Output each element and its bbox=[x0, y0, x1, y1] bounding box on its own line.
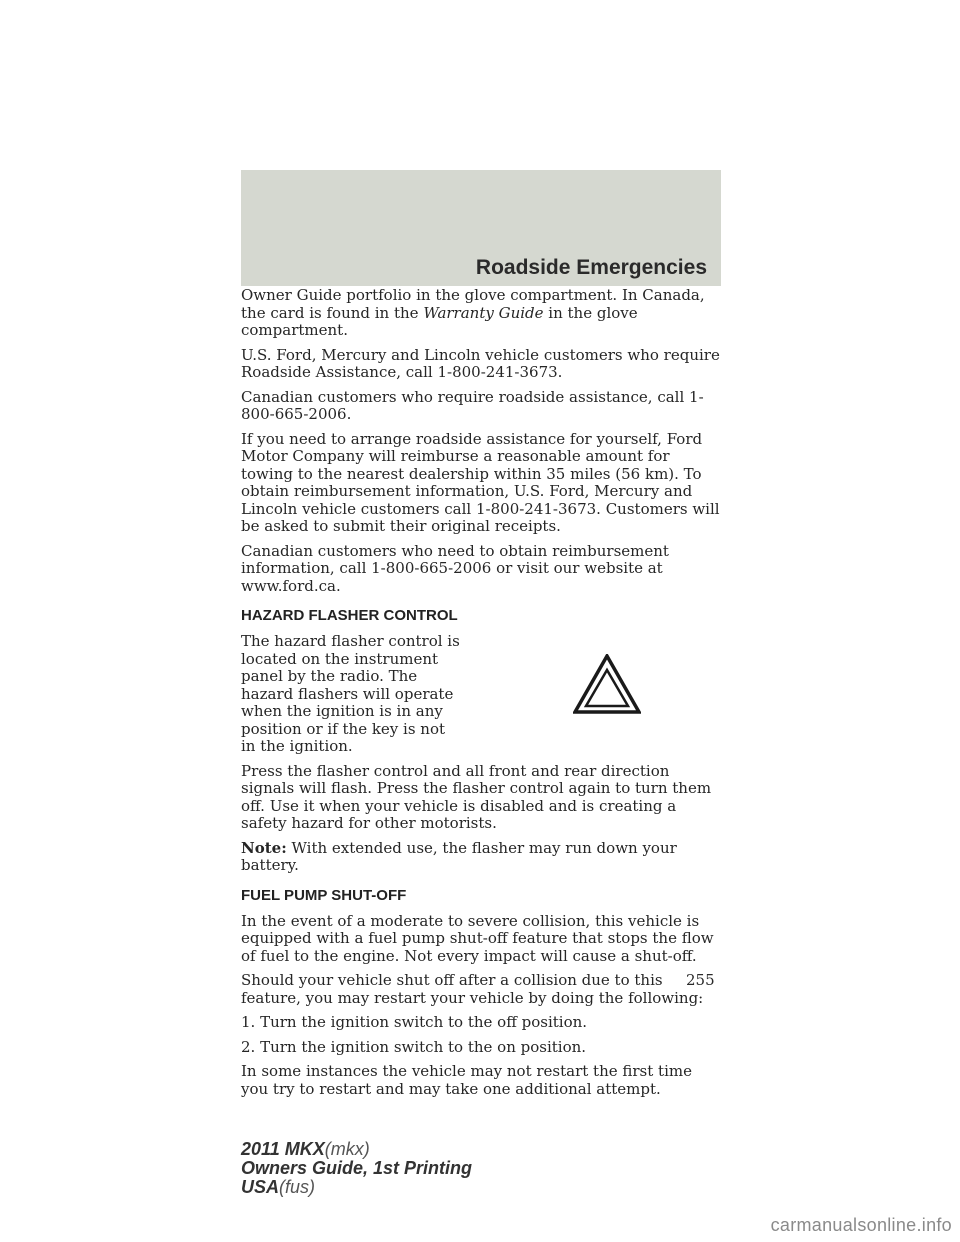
footer-market-code: (fus) bbox=[279, 1177, 316, 1197]
paragraph-reimbursement: If you need to arrange roadside assistance for yourself, Ford Motor Company will reimburse a reasonable amount for towing to the nearest dealership within 35 miles (56 km). To obtain reimbursement information, U.S. Ford, Mercury and Lincoln vehicle customers call 1-800-241-3673. Customers will be asked to submit their original receipts. bbox=[241, 429, 720, 535]
page-number: 255 bbox=[686, 971, 715, 989]
hazard-section bbox=[241, 633, 723, 756]
section-title: Roadside Emergencies bbox=[475, 256, 707, 279]
hazard-triangle-icon bbox=[573, 654, 641, 714]
footer-market: USA bbox=[241, 1177, 280, 1197]
page-body bbox=[241, 287, 723, 1105]
footer-model-code: (mkx) bbox=[324, 1139, 370, 1159]
note-text: With extended use, the flasher may run down your battery. bbox=[241, 838, 677, 874]
watermark: carmanualsonline.info bbox=[770, 1215, 952, 1235]
fuel-step-1: 1. Turn the ignition switch to the off position. bbox=[241, 1013, 588, 1031]
paragraph-card-location bbox=[241, 287, 723, 340]
paragraph-us-roadside: U.S. Ford, Mercury and Lincoln vehicle customers who require Roadside Assistance, call 1-800-241-3673. bbox=[241, 345, 720, 381]
text-span: Owner Guide portfolio in the glove compartment. In Canada, the card is found in the bbox=[241, 286, 705, 322]
fuel-heading: FUEL PUMP SHUT-OFF bbox=[241, 886, 407, 904]
footer-printing: Owners Guide, 1st Printing bbox=[241, 1158, 473, 1178]
paragraph-fuel-retry: In some instances the vehicle may not restart the first time you try to restart and may take one additional attempt. bbox=[241, 1062, 692, 1098]
paragraph-hazard-location: The hazard flasher control is located on the instrument panel by the radio. The hazard flashers will operate when the ignition is in any position or if the key is not in the ignition. bbox=[241, 632, 460, 755]
paragraph-hazard-note bbox=[241, 840, 723, 875]
paragraph-hazard-usage: Press the flasher control and all front and rear direction signals will flash. Press the flasher control again to turn them off. Use it when your vehicle is disabled and is creating a safety hazard for other motorists. bbox=[241, 761, 712, 832]
warranty-guide-title: Warranty Guide bbox=[423, 303, 544, 322]
paragraph-fuel-restart-intro: Should your vehicle shut off after a collision due to this feature, you may restart your vehicle by doing the following: bbox=[241, 971, 704, 1007]
fuel-step-2: 2. Turn the ignition switch to the on position. bbox=[241, 1037, 587, 1056]
hazard-heading: HAZARD FLASHER CONTROL bbox=[241, 607, 458, 624]
paragraph-canada-reimbursement: Canadian customers who need to obtain reimbursement information, call 1-800-665-2006 or visit our website at www.ford.ca. bbox=[241, 541, 669, 595]
footer-model: 2011 MKX bbox=[241, 1139, 325, 1159]
section-header-band bbox=[241, 170, 721, 286]
paragraph-fuel-description: In the event of a moderate to severe collision, this vehicle is equipped with a fuel pump shut-off feature that stops the flow of fuel to the engine. Not every impact will cause a shut-off. bbox=[241, 911, 714, 965]
paragraph-canada-roadside: Canadian customers who require roadside assistance, call 1-800-665-2006. bbox=[241, 387, 704, 423]
text-span: in the glove compartment. bbox=[241, 303, 638, 339]
note-label: Note: bbox=[241, 838, 287, 857]
print-footer bbox=[241, 1140, 472, 1197]
